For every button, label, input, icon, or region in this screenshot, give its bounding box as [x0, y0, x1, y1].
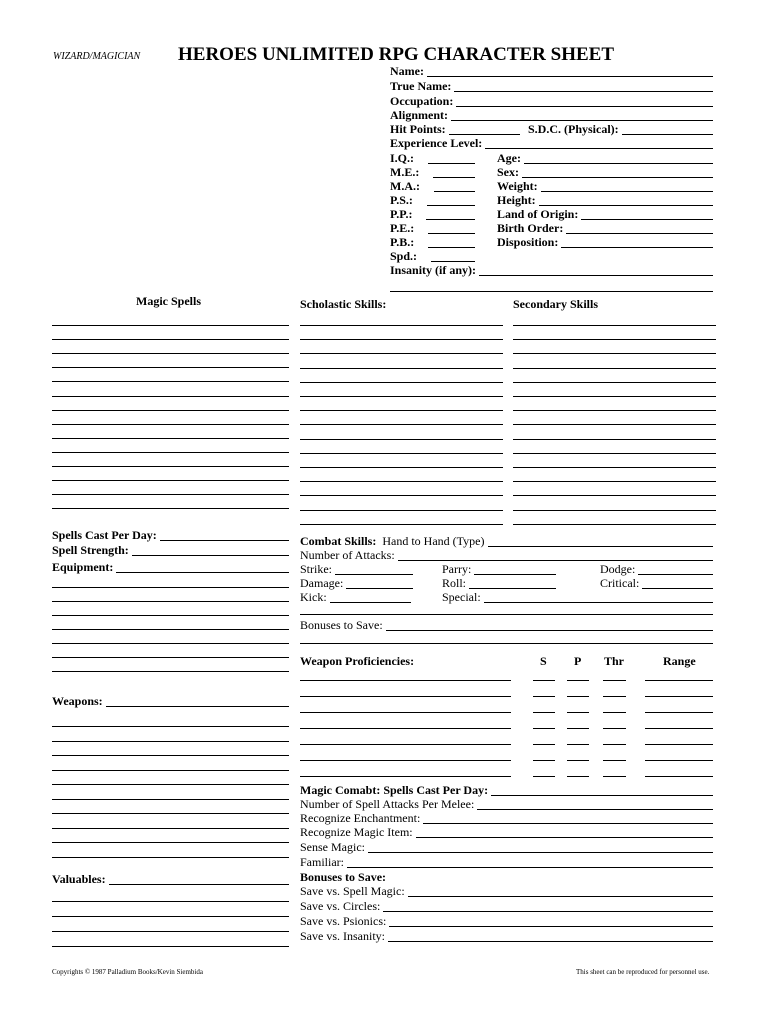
attr-pp[interactable] — [390, 208, 475, 222]
sdc-field[interactable] — [528, 123, 713, 137]
attr-ma[interactable] — [390, 180, 475, 194]
throw-bonus-line[interactable] — [603, 712, 626, 713]
range-line[interactable] — [645, 776, 713, 777]
insanity-extra-line[interactable] — [390, 291, 713, 292]
true-name-label: True Name: — [390, 79, 452, 93]
save-spell-magic-field[interactable] — [300, 885, 713, 899]
magic-spells-heading: Magic Spells — [136, 294, 201, 308]
attr-pe[interactable] — [390, 222, 475, 236]
spell-strength-field[interactable] — [52, 544, 289, 558]
weapons-field[interactable] — [52, 695, 289, 709]
save-insanity-field[interactable] — [300, 930, 713, 944]
sense-magic-label: Sense Magic: — [300, 840, 365, 854]
spell-line[interactable] — [52, 508, 289, 509]
valuables-label: Valuables: — [52, 872, 106, 886]
experience-field[interactable] — [390, 137, 713, 151]
equipment-field[interactable] — [52, 561, 289, 575]
attr-label: P.S.: — [390, 193, 413, 207]
range-line[interactable] — [645, 760, 713, 761]
weapon-line[interactable] — [52, 813, 289, 814]
scholastic-skill-line[interactable] — [300, 481, 503, 482]
detail-label: Birth Order: — [497, 221, 564, 235]
spell-attacks-field[interactable] — [300, 798, 713, 812]
parry-bonus-line[interactable] — [567, 728, 589, 729]
col-range: Range — [663, 654, 696, 668]
roll-label: Roll: — [442, 576, 467, 590]
familiar-label: Familiar: — [300, 855, 344, 869]
spell-line[interactable] — [52, 438, 289, 439]
scholastic-skill-line[interactable] — [300, 453, 503, 454]
detail-label: Disposition: — [497, 235, 559, 249]
range-line[interactable] — [645, 712, 713, 713]
parry-bonus-line[interactable] — [567, 744, 589, 745]
attr-label: Spd.: — [390, 249, 418, 263]
detail-label: Age: — [497, 151, 521, 165]
attr-label: P.P.: — [390, 207, 413, 221]
weapon-name-line[interactable] — [300, 744, 511, 745]
familiar-field[interactable] — [300, 856, 713, 870]
combat-bonuses-label: Bonuses to Save: — [300, 618, 383, 632]
attr-ps[interactable] — [390, 194, 475, 208]
insanity-field[interactable] — [390, 264, 713, 278]
attr-label: M.E.: — [390, 165, 420, 179]
equipment-line[interactable] — [52, 587, 289, 588]
secondary-skill-line[interactable] — [513, 510, 716, 511]
col-strike: S — [540, 654, 547, 668]
dodge-field[interactable] — [600, 563, 713, 577]
reproduction-notice: This sheet can be reproduced for personnel use. — [576, 968, 710, 976]
scholastic-skill-line[interactable] — [300, 510, 503, 511]
throw-bonus-line[interactable] — [603, 680, 626, 681]
weapon-line[interactable] — [52, 726, 289, 727]
save-label: Save vs. Circles: — [300, 899, 381, 913]
alignment-field[interactable] — [390, 109, 713, 123]
magic-bonuses-heading: Bonuses to Save: — [300, 870, 387, 884]
scholastic-skill-line[interactable] — [300, 410, 503, 411]
critical-label: Critical: — [600, 576, 640, 590]
equipment-label: Equipment: — [52, 560, 114, 574]
weapon-line[interactable] — [52, 741, 289, 742]
strike-label: Strike: — [300, 562, 332, 576]
dodge-label: Dodge: — [600, 562, 636, 576]
throw-bonus-line[interactable] — [603, 744, 626, 745]
spell-line[interactable] — [52, 466, 289, 467]
detail-label: Weight: — [497, 179, 538, 193]
class-tag: WIZARD/MAGICIAN — [53, 51, 141, 62]
strike-field[interactable] — [300, 563, 413, 577]
magic-combat-label: Magic Comabt: Spells Cast Per Day: — [300, 783, 489, 797]
equipment-line[interactable] — [52, 629, 289, 630]
special-label: Special: — [442, 590, 481, 604]
spell-attacks-label: Number of Spell Attacks Per Melee: — [300, 797, 475, 811]
hit-points-field[interactable] — [390, 123, 520, 137]
parry-label: Parry: — [442, 562, 472, 576]
throw-bonus-line[interactable] — [603, 696, 626, 697]
critical-field[interactable] — [600, 577, 713, 591]
strike-bonus-line[interactable] — [533, 744, 555, 745]
attacks-field[interactable] — [300, 549, 713, 563]
detail-weight[interactable] — [497, 180, 713, 194]
range-line[interactable] — [645, 696, 713, 697]
recognize-enchantment-field[interactable] — [300, 812, 713, 826]
detail-label: Land of Origin: — [497, 207, 579, 221]
attr-me[interactable] — [390, 166, 475, 180]
range-line[interactable] — [645, 728, 713, 729]
scholastic-skill-line[interactable] — [300, 439, 503, 440]
scholastic-heading: Scholastic Skills: — [300, 297, 387, 311]
sdc-label: S.D.C. (Physical): — [528, 122, 619, 136]
secondary-skill-line[interactable] — [513, 453, 716, 454]
spell-line[interactable] — [52, 424, 289, 425]
true-name-field[interactable] — [390, 80, 713, 94]
strike-bonus-line[interactable] — [533, 680, 555, 681]
strike-bonus-line[interactable] — [533, 760, 555, 761]
weapon-name-line[interactable] — [300, 728, 511, 729]
secondary-skill-line[interactable] — [513, 410, 716, 411]
secondary-skill-line[interactable] — [513, 524, 716, 525]
combat-skills-label: Combat Skills: — [300, 534, 377, 548]
scholastic-skill-line[interactable] — [300, 467, 503, 468]
secondary-skill-line[interactable] — [513, 382, 716, 383]
strike-bonus-line[interactable] — [533, 696, 555, 697]
special-field[interactable] — [442, 591, 713, 605]
detail-birth-order[interactable] — [497, 222, 713, 236]
weapon-line[interactable] — [52, 784, 289, 785]
attacks-label: Number of Attacks: — [300, 548, 395, 562]
spell-line[interactable] — [52, 339, 289, 340]
sheet-title: HEROES UNLIMITED RPG CHARACTER SHEET — [178, 44, 615, 65]
equipment-line[interactable] — [52, 601, 289, 602]
spell-line[interactable] — [52, 367, 289, 368]
secondary-skill-line[interactable] — [513, 368, 716, 369]
parry-bonus-line[interactable] — [567, 696, 589, 697]
hit-points-label: Hit Points: — [390, 122, 446, 136]
strike-bonus-line[interactable] — [533, 728, 555, 729]
weapon-name-line[interactable] — [300, 696, 511, 697]
valuables-line[interactable] — [52, 946, 289, 947]
detail-height[interactable] — [497, 194, 713, 208]
kick-field[interactable] — [300, 591, 411, 605]
weapon-line[interactable] — [52, 857, 289, 858]
combat-bonuses-field[interactable] — [300, 619, 713, 633]
occupation-label: Occupation: — [390, 94, 454, 108]
secondary-skill-line[interactable] — [513, 396, 716, 397]
throw-bonus-line[interactable] — [603, 728, 626, 729]
parry-bonus-line[interactable] — [567, 776, 589, 777]
scholastic-skill-line[interactable] — [300, 524, 503, 525]
valuables-field[interactable] — [52, 873, 289, 887]
attr-label: I.Q.: — [390, 151, 414, 165]
strike-bonus-line[interactable] — [533, 776, 555, 777]
parry-bonus-line[interactable] — [567, 712, 589, 713]
secondary-skill-line[interactable] — [513, 424, 716, 425]
scholastic-skill-line[interactable] — [300, 495, 503, 496]
combat-extra-line[interactable] — [300, 614, 713, 615]
combat-bonuses-extra-line[interactable] — [300, 643, 713, 644]
weapon-line[interactable] — [52, 842, 289, 843]
spell-line[interactable] — [52, 325, 289, 326]
scholastic-skill-line[interactable] — [300, 325, 503, 326]
weapons-label: Weapons: — [52, 694, 103, 708]
combat-skills-field[interactable] — [300, 535, 713, 549]
name-field[interactable] — [390, 65, 713, 79]
spell-line[interactable] — [52, 410, 289, 411]
equipment-line[interactable] — [52, 643, 289, 644]
weapon-line[interactable] — [52, 770, 289, 771]
spell-strength-label: Spell Strength: — [52, 543, 129, 557]
insanity-label: Insanity (if any): — [390, 263, 477, 277]
valuables-line[interactable] — [52, 931, 289, 932]
save-psionics-field[interactable] — [300, 915, 713, 929]
scholastic-skill-line[interactable] — [300, 396, 503, 397]
scholastic-skill-line[interactable] — [300, 339, 503, 340]
parry-bonus-line[interactable] — [567, 680, 589, 681]
spells-cast-field[interactable] — [52, 529, 289, 543]
detail-label: Height: — [497, 193, 536, 207]
sense-magic-field[interactable] — [300, 841, 713, 855]
copyright-notice: Copyrights © 1987 Palladium Books/Kevin Siembida — [52, 968, 203, 976]
attr-pb[interactable] — [390, 236, 475, 250]
parry-bonus-line[interactable] — [567, 760, 589, 761]
secondary-skill-line[interactable] — [513, 325, 716, 326]
roll-field[interactable] — [442, 577, 556, 591]
recognize-item-label: Recognize Magic Item: — [300, 825, 413, 839]
damage-field[interactable] — [300, 577, 413, 591]
name-label: Name: — [390, 64, 424, 78]
col-throw: Thr — [604, 654, 625, 668]
recognize-enchantment-label: Recognize Enchantment: — [300, 811, 421, 825]
spells-cast-label: Spells Cast Per Day: — [52, 528, 157, 542]
save-label: Save vs. Psionics: — [300, 914, 387, 928]
equipment-line[interactable] — [52, 615, 289, 616]
attr-label: P.E.: — [390, 221, 415, 235]
experience-label: Experience Level: — [390, 136, 483, 150]
spell-line[interactable] — [52, 353, 289, 354]
kick-label: Kick: — [300, 590, 327, 604]
weapon-name-line[interactable] — [300, 776, 511, 777]
attr-label: M.A.: — [390, 179, 420, 193]
range-line[interactable] — [645, 744, 713, 745]
weapon-line[interactable] — [52, 828, 289, 829]
secondary-skill-line[interactable] — [513, 339, 716, 340]
recognize-item-field[interactable] — [300, 826, 713, 840]
detail-disposition[interactable] — [497, 236, 713, 250]
throw-bonus-line[interactable] — [603, 776, 626, 777]
save-circles-field[interactable] — [300, 900, 713, 914]
weapon-name-line[interactable] — [300, 760, 511, 761]
equipment-line[interactable] — [52, 657, 289, 658]
spell-line[interactable] — [52, 396, 289, 397]
throw-bonus-line[interactable] — [603, 760, 626, 761]
secondary-skill-line[interactable] — [513, 467, 716, 468]
weapon-name-line[interactable] — [300, 712, 511, 713]
damage-label: Damage: — [300, 576, 344, 590]
scholastic-skill-line[interactable] — [300, 368, 503, 369]
occupation-field[interactable] — [390, 95, 713, 109]
alignment-label: Alignment: — [390, 108, 448, 122]
secondary-skill-line[interactable] — [513, 495, 716, 496]
secondary-skill-line[interactable] — [513, 481, 716, 482]
save-label: Save vs. Insanity: — [300, 929, 385, 943]
magic-combat-field[interactable] — [300, 784, 713, 798]
secondary-heading: Secondary Skills — [513, 297, 599, 311]
col-parry: P — [574, 654, 582, 668]
equipment-line[interactable] — [52, 671, 289, 672]
weapon-line[interactable] — [52, 755, 289, 756]
secondary-skill-line[interactable] — [513, 353, 716, 354]
valuables-line[interactable] — [52, 901, 289, 902]
spell-line[interactable] — [52, 452, 289, 453]
spell-line[interactable] — [52, 381, 289, 382]
valuables-line[interactable] — [52, 916, 289, 917]
spell-line[interactable] — [52, 494, 289, 495]
scholastic-skill-line[interactable] — [300, 382, 503, 383]
hand-to-hand-label: Hand to Hand (Type) — [382, 534, 485, 548]
strike-bonus-line[interactable] — [533, 712, 555, 713]
attr-label: P.B.: — [390, 235, 415, 249]
detail-land[interactable] — [497, 208, 713, 222]
secondary-skill-line[interactable] — [513, 439, 716, 440]
weapon-name-line[interactable] — [300, 680, 511, 681]
save-label: Save vs. Spell Magic: — [300, 884, 405, 898]
weapon-proficiencies-heading: Weapon Proficiencies: — [300, 654, 415, 668]
scholastic-skill-line[interactable] — [300, 353, 503, 354]
detail-sex[interactable] — [497, 166, 713, 180]
weapon-line[interactable] — [52, 799, 289, 800]
range-line[interactable] — [645, 680, 713, 681]
attr-iq[interactable] — [390, 152, 475, 166]
attr-spd[interactable] — [390, 250, 475, 264]
scholastic-skill-line[interactable] — [300, 424, 503, 425]
detail-label: Sex: — [497, 165, 519, 179]
spell-line[interactable] — [52, 480, 289, 481]
detail-age[interactable] — [497, 152, 713, 166]
parry-field[interactable] — [442, 563, 556, 577]
